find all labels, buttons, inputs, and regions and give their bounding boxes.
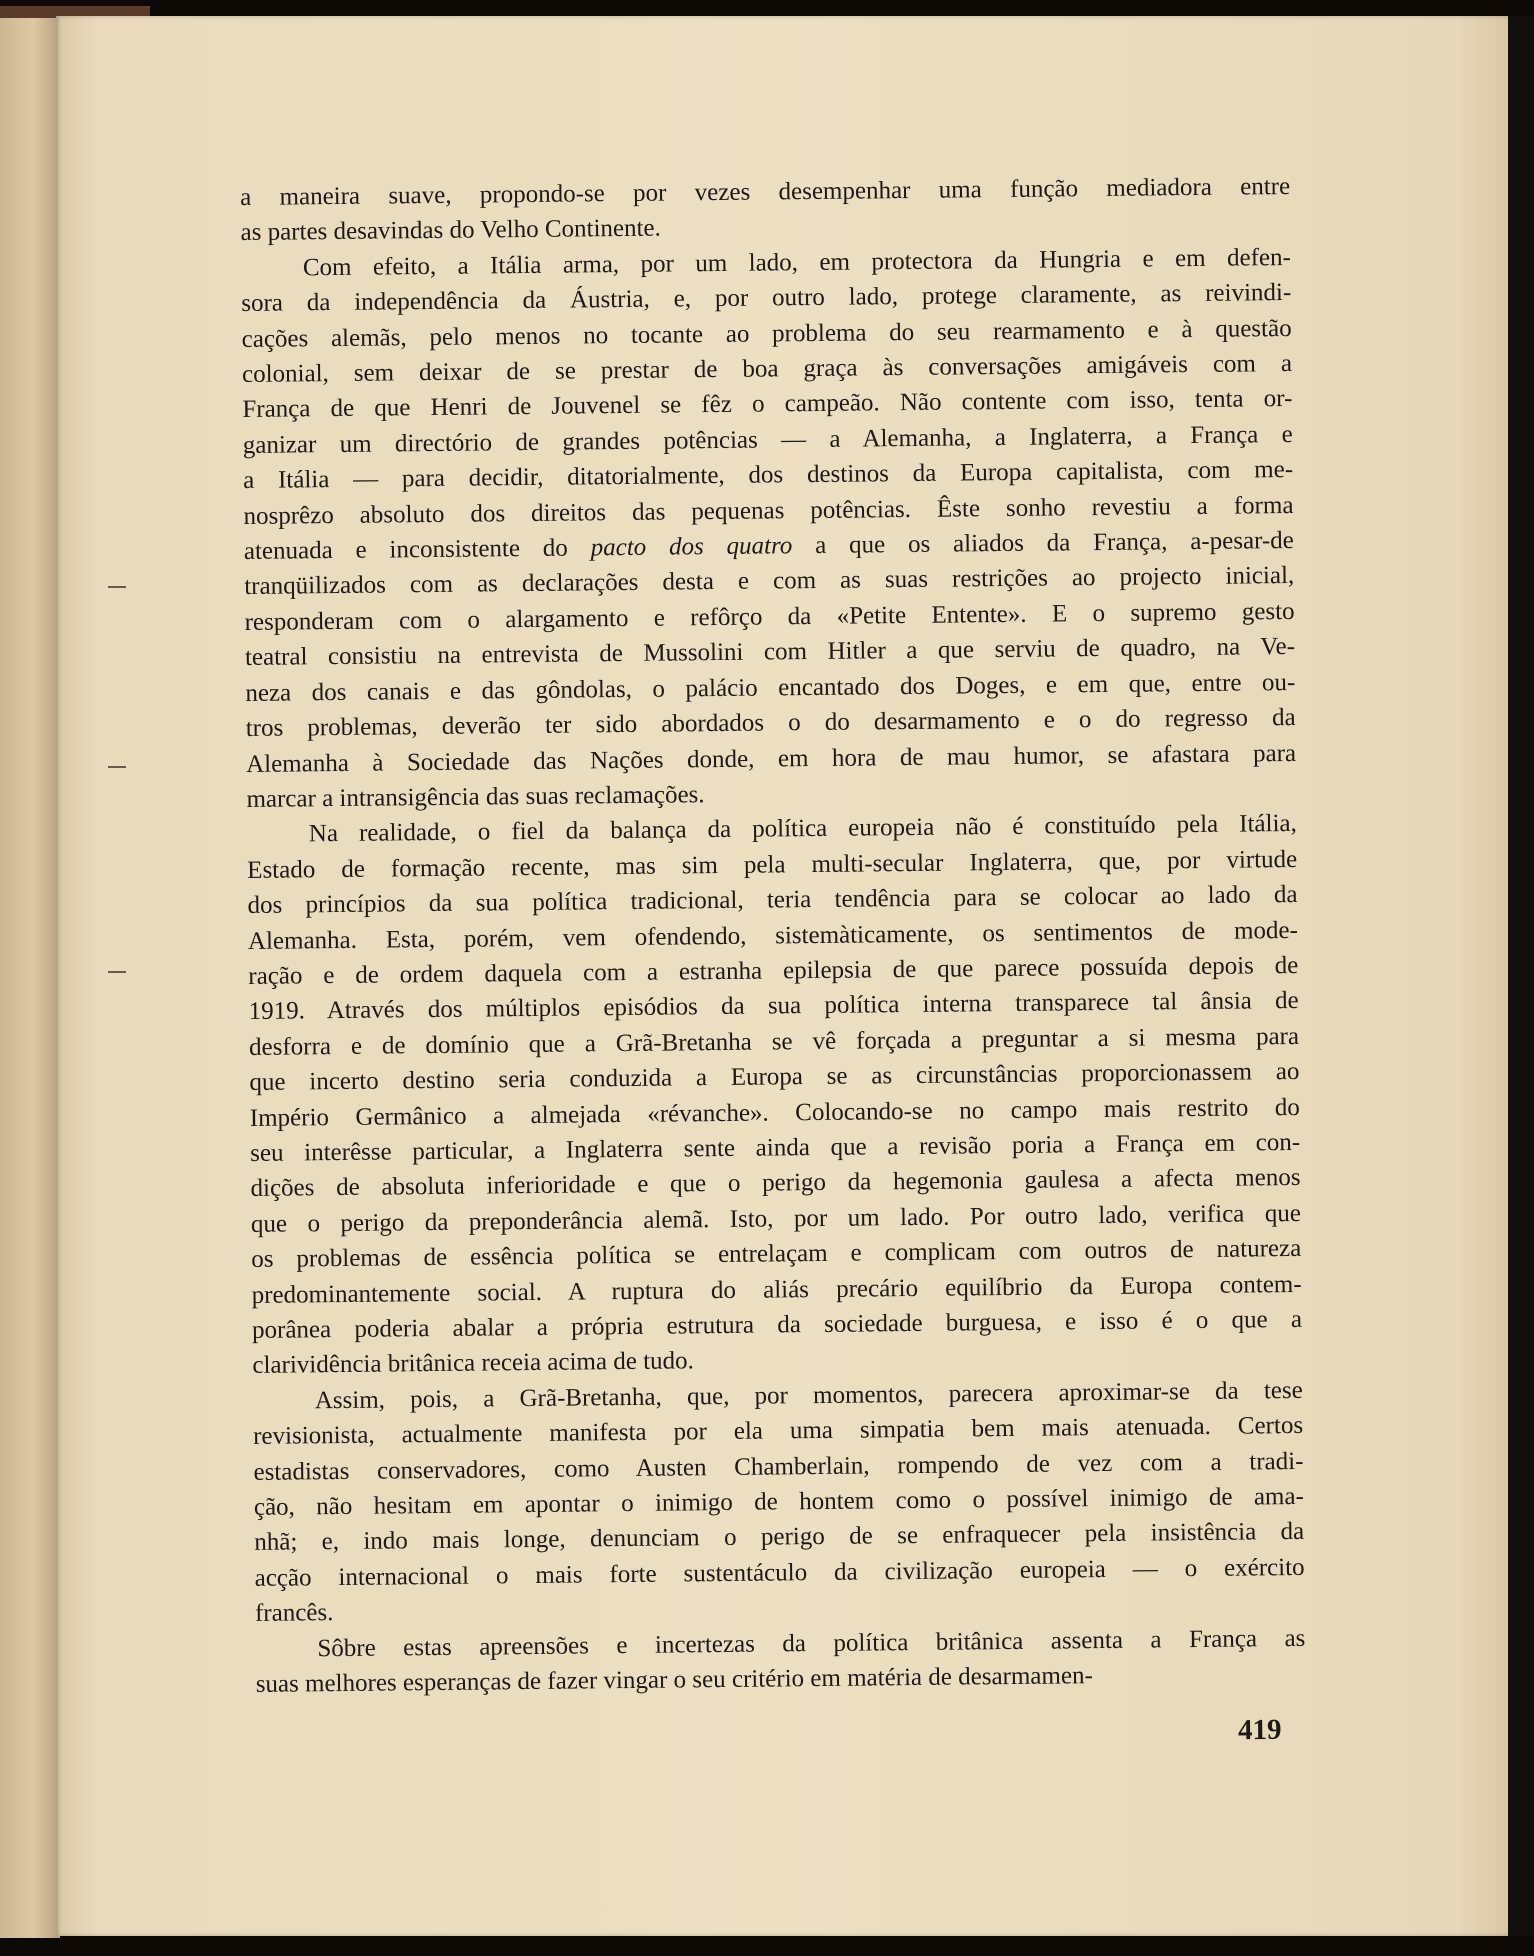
text-line: nhã; e, indo mais longe, denunciam o perigo de se enfraquecer pela insistência da: [254, 1518, 1305, 1557]
text-line: tros problemas, deverão ter sido abordados o do desarmamento e o do regresso da: [245, 704, 1296, 743]
text-line: ção, não hesitam em apontar o inimigo de hontem como o possível inimigo de ama-: [253, 1482, 1304, 1521]
text-line: Com efeito, a Itália arma, por um lado, em protectora da Hungria e em defen-: [302, 243, 1292, 282]
paragraph: [247, 806, 1303, 1383]
text-line: atenuada e inconsistente do pacto dos quatro a que os aliados da França, a-pesar-de: [243, 527, 1294, 566]
text-line: teatral consistiu na entrevista de Mussolini com Hitler a que serviu de quadro, na Ve-: [244, 633, 1296, 672]
text-line: a maneira suave, propondo-se por vezes desempenhar uma função mediadora entre: [240, 173, 1291, 211]
edge-mark: [108, 586, 126, 588]
text-line: francês.: [254, 1599, 334, 1628]
text-line: os problemas de essência política se entrelaçam e complicam com outros de natureza: [251, 1235, 1302, 1274]
text-line: Estado de formação recente, mas sim pela multi-secular Inglaterra, que, por virtude: [247, 845, 1298, 884]
text-line: Assim, pois, a Grã-Bretanha, que, por momentos, parecera aproximar-se da tese: [314, 1376, 1303, 1415]
text-line: tranqüilizados com as declarações desta e com as suas restrições ao projecto inicial,: [244, 562, 1295, 601]
text-line: Alemanha. Esta, porém, vem ofendendo, sistemàticamente, os sentimentos de mode-: [247, 916, 1299, 955]
text-line: Sôbre estas apreensões e incertezas da política britânica assenta a França as: [317, 1624, 1306, 1662]
paragraph: [241, 240, 1297, 817]
text-line: acção internacional o mais forte sustentáculo da civilização europeia — o exército: [254, 1553, 1305, 1592]
edge-mark: [108, 971, 126, 973]
body-text: [240, 169, 1306, 1702]
text-line: França de que Henri de Jouvenel se fêz o campeão. Não contente com isso, tenta or-: [242, 385, 1293, 424]
paragraph: [255, 1621, 1306, 1703]
paragraph: [253, 1373, 1306, 1632]
text-line: predominantemente social. A ruptura do aliás precário equilíbrio da Europa contem-: [251, 1270, 1302, 1309]
text-line: Império Germânico a almejada «révanche». Colocando-se no campo mais restrito do: [249, 1093, 1300, 1132]
text-line: as partes desavindas do Velho Continente.: [240, 215, 661, 247]
text-line: neza dos canais e das gôndolas, o palácio encantado dos Doges, e em que, entre ou-: [245, 668, 1296, 707]
text-line: ganizar um directório de grandes potências — a Alemanha, a Inglaterra, a França e: [242, 420, 1293, 459]
text-line: desforra e de domínio que a Grã-Bretanha se vê forçada a preguntar a si mesma para: [248, 1022, 1300, 1061]
text-line: nosprêzo absoluto dos direitos das pequenas potências. Êste sonho revestiu a forma: [243, 491, 1294, 530]
text-line: Alemanha à Sociedade das Nações donde, em hora de mau humor, se afastara para: [245, 739, 1297, 778]
text-line: 1919. Através dos múltiplos episódios da sua política interna transparece tal ânsia de: [248, 987, 1299, 1026]
page-shadow: [1508, 16, 1534, 1936]
text-line: marcar a intransigência das suas reclamações.: [246, 781, 705, 813]
previous-page-edge: [0, 18, 60, 1938]
text-line: clarividência britânica receia acima de tudo.: [252, 1347, 694, 1380]
text-line: seu interêsse particular, a Inglaterra sente ainda que a revisão poria a França em con-: [250, 1128, 1301, 1167]
text-line: porânea poderia abalar a própria estrutura da sociedade burguesa, e isso é o que a: [251, 1305, 1303, 1344]
text-line: dições de absoluta inferioridade e que o perigo da hegemonia gaulesa a afecta menos: [250, 1164, 1301, 1203]
text-line: cações alemãs, pelo menos no tocante ao problema do seu rearmamento e à questão: [241, 314, 1292, 353]
paragraph: [240, 169, 1291, 251]
text-line: responderam com o alargamento e refôrço da «Petite Entente». E o supremo gesto: [244, 597, 1295, 636]
text-line: que incerto destino seria conduzida a Europa se as circunstâncias proporcionassem ao: [249, 1058, 1300, 1097]
page-number: 419: [1237, 1713, 1282, 1747]
text-line: revisionista, actualmente manifesta por ela uma simpatia bem mais atenuada. Certos: [253, 1412, 1304, 1451]
text-line: Na realidade, o fiel da balança da política europeia não é constituído pela Itália,: [308, 810, 1297, 848]
text-line: dos princípios da sua política tradicional, teria tendência para se colocar ao lado da: [247, 881, 1298, 920]
text-line: ração e de ordem daquela com a estranha epilepsia de que parece possuída depois de: [248, 951, 1299, 990]
text-line: a Itália — para decidir, ditatorialmente, dos destinos da Europa capitalista, com me-: [243, 456, 1294, 495]
text-line: estadistas conservadores, como Austen Chamberlain, rompendo de vez com a tradi-: [253, 1447, 1304, 1486]
text-line: sora da independência da Áustria, e, por outro lado, protege claramente, as reivindi-: [241, 279, 1292, 318]
edge-mark: [108, 766, 126, 768]
text-line: suas melhores esperanças de fazer vingar o seu critério em matéria de desarmamen-: [255, 1662, 1093, 1698]
text-line: colonial, sem deixar de se prestar de boa graça às conversações amigáveis com a: [241, 350, 1293, 389]
text-line: que o perigo da preponderância alemã. Isto, por um lado. Por outro lado, verifica que: [250, 1199, 1302, 1238]
